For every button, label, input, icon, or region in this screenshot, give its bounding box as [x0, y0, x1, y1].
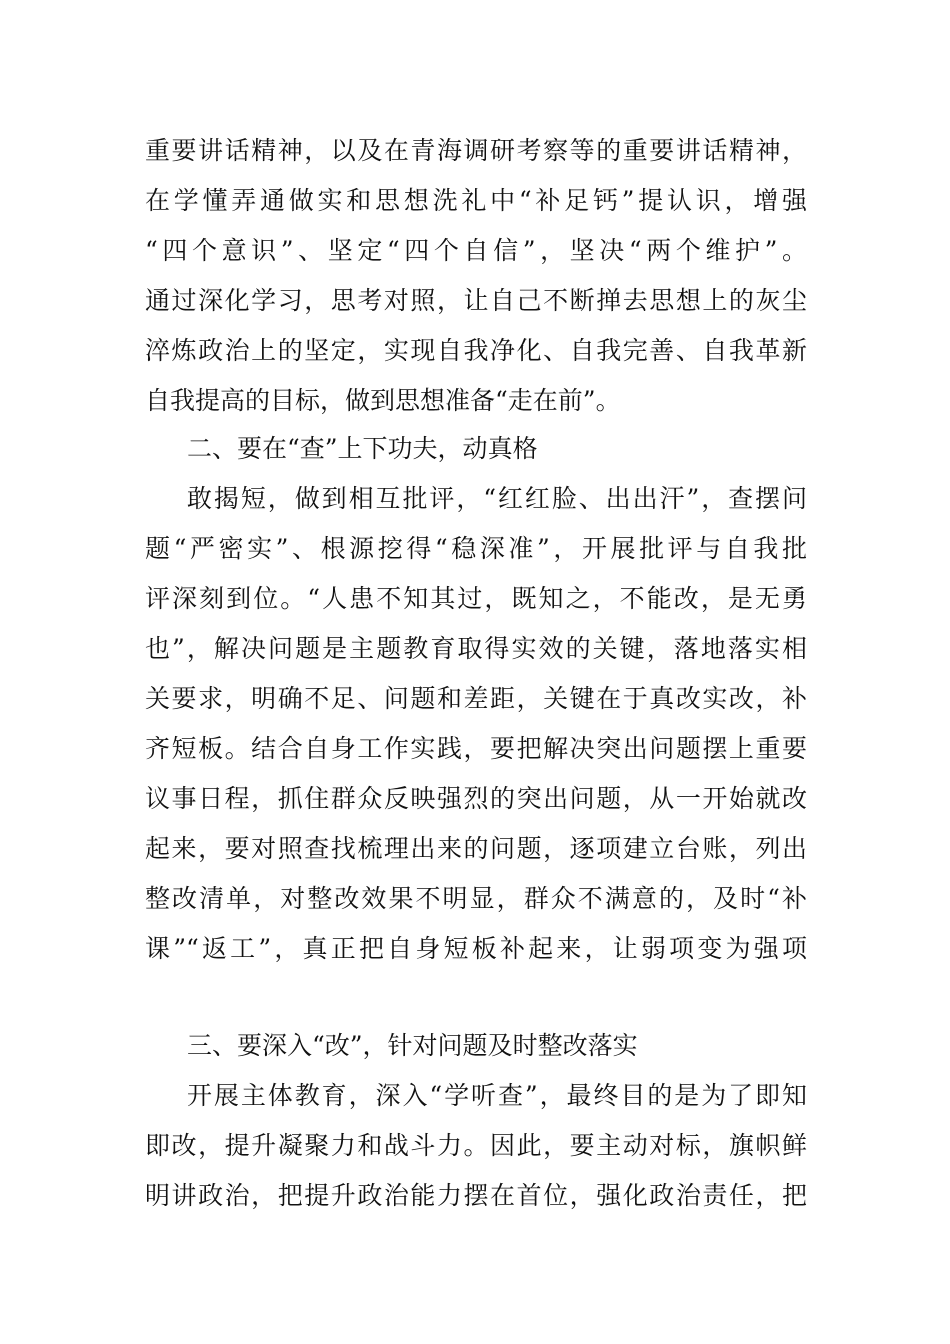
body-text-line: “四个意识”、坚定“四个自信”，坚决“两个维护”。 [145, 236, 807, 265]
body-text-line: 议事日程，抓住群众反映强烈的突出问题，从一开始就改 [145, 784, 807, 813]
body-text-line: 也”，解决问题是主题教育取得实效的关键，落地落实相 [145, 634, 807, 663]
body-text-line: 题“严密实”、根源挖得“稳深准”，开展批评与自我批 [145, 534, 807, 563]
body-text-line: 即改，提升凝聚力和战斗力。因此，要主动对标，旗帜鲜 [145, 1131, 807, 1160]
section-heading: 三、要深入“改”，针对问题及时整改落实 [187, 1031, 638, 1060]
body-text-line: 通过深化学习，思考对照，让自己不断掸去思想上的灰尘 [145, 286, 807, 315]
body-text-line: 课”“返工”，真正把自身短板补起来，让弱项变为强项 [145, 934, 807, 963]
body-text-line: 淬炼政治上的坚定，实现自我净化、自我完善、自我革新 [145, 336, 807, 365]
body-text-line: 评深刻到位。“人患不知其过，既知之，不能改，是无勇 [145, 584, 807, 613]
paragraph-first-line: 敢揭短，做到相互批评，“红红脸、出出汗”，查摆问 [187, 484, 807, 513]
body-text-line: 自我提高的目标，做到思想准备“走在前”。 [145, 386, 621, 415]
paragraph-first-line: 开展主体教育，深入“学听查”，最终目的是为了即知 [187, 1081, 807, 1110]
body-text-line: 整改清单，对整改效果不明显，群众不满意的，及时“补 [145, 884, 807, 913]
body-text-line: 齐短板。结合自身工作实践，要把解决突出问题摆上重要 [145, 734, 807, 763]
body-text-line: 在学懂弄通做实和思想洗礼中“补足钙”提认识，增强 [145, 186, 807, 215]
body-text-line: 重要讲话精神，以及在青海调研考察等的重要讲话精神， [145, 136, 807, 165]
section-heading: 二、要在“查”上下功夫，动真格 [187, 434, 538, 463]
body-text-line: 关要求，明确不足、问题和差距，关键在于真改实改，补 [145, 684, 807, 713]
body-text-line: 明讲政治，把提升政治能力摆在首位，强化政治责任，把 [145, 1181, 807, 1210]
body-text-line: 起来，要对照查找梳理出来的问题，逐项建立台账，列出 [145, 834, 807, 863]
